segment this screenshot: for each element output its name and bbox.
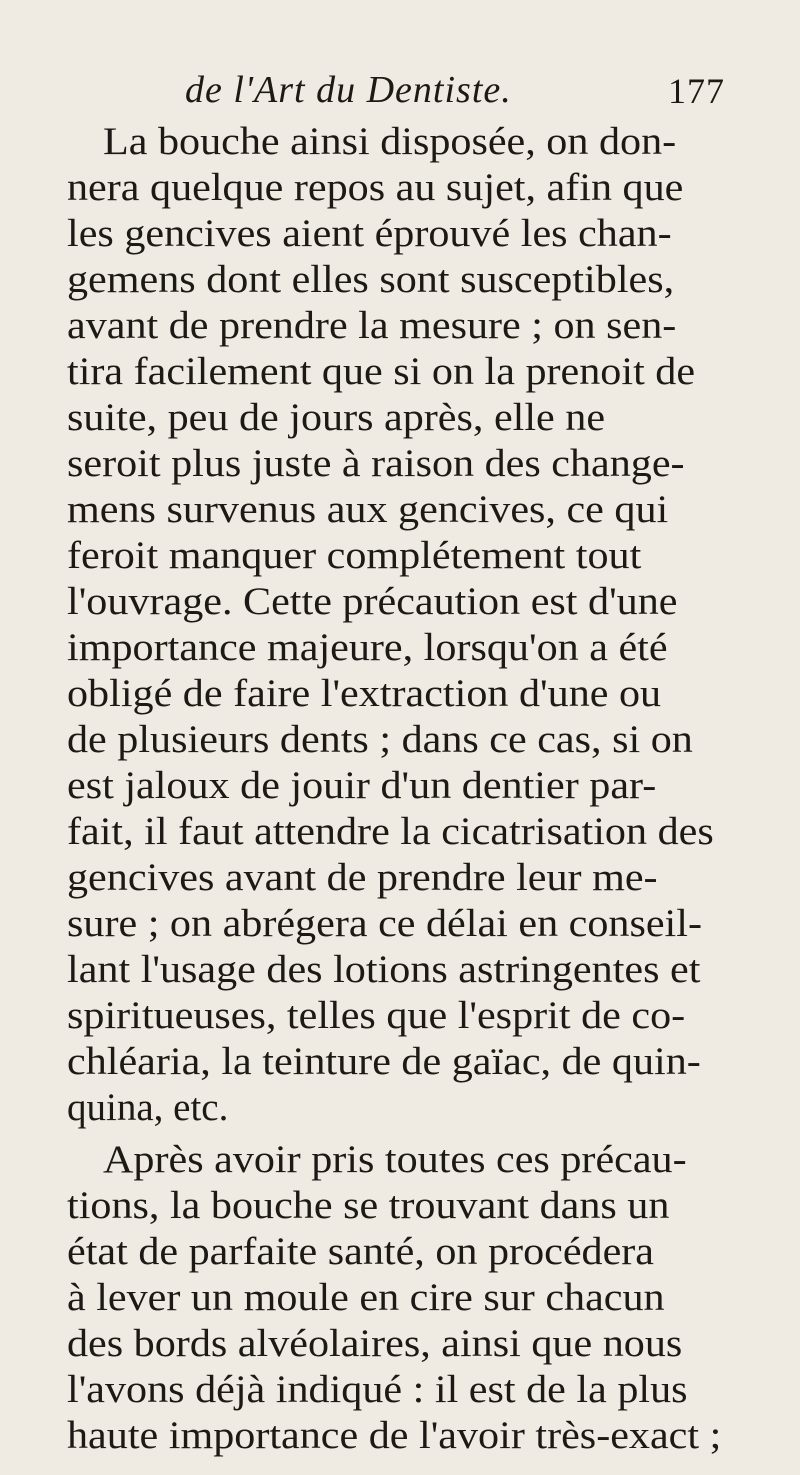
text-line: quina, etc. bbox=[67, 1086, 229, 1129]
text-line: est jaloux de jouir d'un dentier par- bbox=[67, 764, 657, 807]
text-line: lant l'usage des lotions astringentes et bbox=[67, 948, 701, 991]
text-line: de plusieurs dents ; dans ce cas, si on bbox=[67, 718, 693, 761]
text-line: avant de prendre la mesure ; on sen- bbox=[67, 304, 677, 347]
running-title: de l'Art du Dentiste. bbox=[185, 69, 512, 111]
text-line: tions, la bouche se trouvant dans un bbox=[67, 1184, 670, 1227]
text-line: état de parfaite santé, on procédera bbox=[67, 1230, 655, 1273]
text-line: importance majeure, lorsqu'on a été bbox=[67, 626, 668, 669]
text-line: sure ; on abrégera ce délai en conseil- bbox=[67, 902, 702, 945]
text-line: Après avoir pris toutes ces précau- bbox=[103, 1138, 687, 1181]
text-line: nera quelque repos au sujet, afin que bbox=[67, 166, 684, 209]
text-line: à lever un moule en cire sur chacun bbox=[67, 1276, 665, 1319]
text-line: les gencives aient éprouvé les chan- bbox=[67, 212, 672, 255]
text-line: feroit manquer complétement tout bbox=[67, 534, 642, 577]
text-line: l'avons déjà indiqué : il est de la plus bbox=[67, 1368, 688, 1411]
text-line: chléaria, la teinture de gaïac, de quin- bbox=[67, 1040, 701, 1083]
text-line: La bouche ainsi disposée, on don- bbox=[103, 120, 677, 163]
text-line: des bords alvéolaires, ainsi que nous bbox=[67, 1322, 683, 1365]
text-line: mens survenus aux gencives, ce qui bbox=[67, 488, 669, 531]
text-line: obligé de faire l'extraction d'une ou bbox=[67, 672, 662, 715]
page-header bbox=[0, 68, 800, 118]
text-line: tira facilement que si on la prenoit de bbox=[67, 350, 696, 393]
text-line: seroit plus juste à raison des change- bbox=[67, 442, 685, 485]
page-number: 177 bbox=[668, 71, 725, 111]
text-line: l'ouvrage. Cette précaution est d'une bbox=[67, 580, 678, 623]
text-line: spiritueuses, telles que l'esprit de co- bbox=[67, 994, 686, 1037]
text-line: gemens dont elles sont susceptibles, bbox=[67, 258, 675, 301]
text-line: suite, peu de jours après, elle ne bbox=[67, 396, 606, 439]
text-line: haute importance de l'avoir très-exact ; bbox=[67, 1414, 722, 1457]
text-line: gencives avant de prendre leur me- bbox=[67, 856, 658, 899]
text-line: fait, il faut attendre la cicatrisation des bbox=[67, 810, 714, 853]
